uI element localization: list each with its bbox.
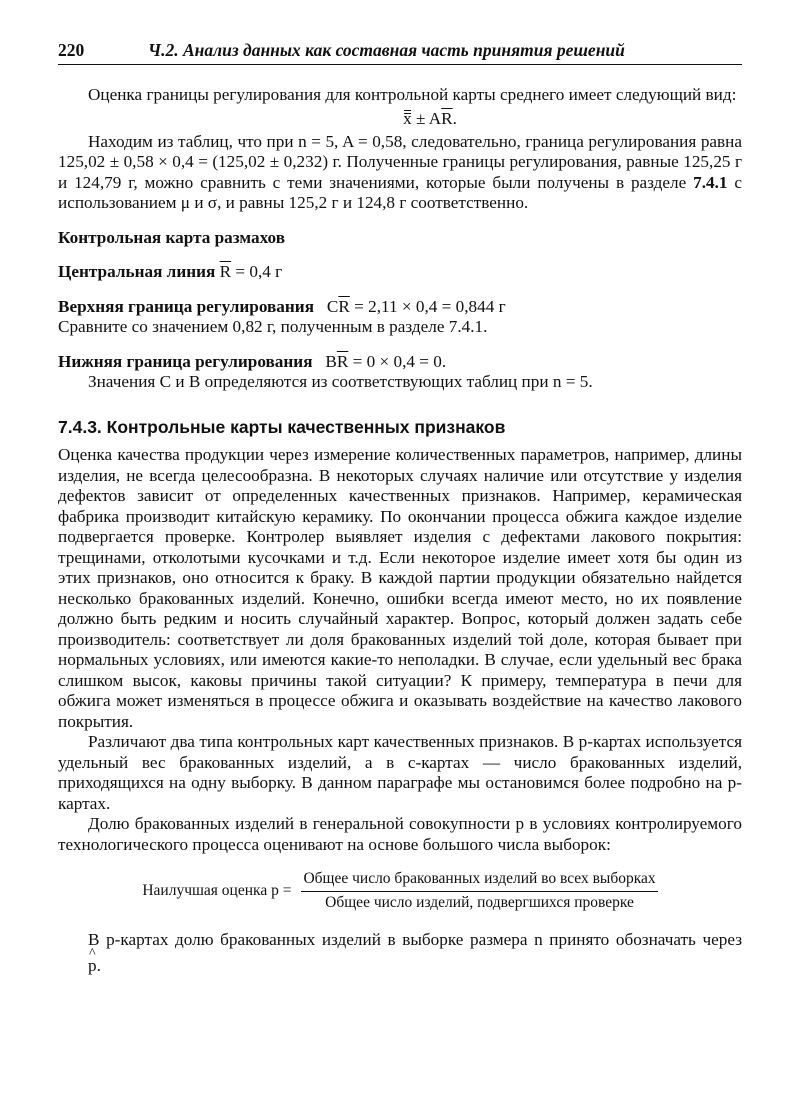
formula-numerator: Общее число бракованных изделий во всех выборках <box>301 869 657 892</box>
book-page <box>58 40 742 979</box>
section-heading: 7.4.3. Контрольные карты качественных признаков <box>58 416 506 437</box>
upper-limit-note: Сравните со значением 0,82 г, полученным в разделе 7.4.1. <box>58 317 488 336</box>
formula-end: . <box>452 109 457 128</box>
section-reference: 7.4.1 <box>693 172 728 192</box>
upper-limit-row <box>58 297 742 318</box>
p-hat-paragraph <box>58 927 742 979</box>
p-hat-symbol: ^ p <box>58 953 97 979</box>
lower-b-symbol: B <box>325 351 337 371</box>
upper-r-symbol: $\overline{R}$ <box>338 296 350 316</box>
attribute-charts-paragraph: Оценка качества продукции через измерение количественных параметров, например, длины изделия, не всегда целесообразна. В некоторых случаях наличие или отсутствие у изделия дефектов зависит от определенных качественных признаков. Например, керамическая фабрика производит китайскую керамику. По окончании процесса обжига каждое изделие подвергается проверке. Контролер выявляет изделия с дефектами лакового покрытия: трещинами, отколотыми кусочками и т.д. Если некоторое изделие имеет хотя бы один из этих признаков, оно относится к браку. В каждой партии продукции обязательно найдется несколько бракованных изделий. Конечно, ошибки всегда имеют место, но их появление должно быть редким и носить случайный характер. Вопрос, который должен задать себе производитель: соответствует ли доля бракованных изделий той доле, которая бывает при нормальных условиях, или имеются какие-то неполадки. В случае, если удельный вес брака слишком высок, каковы причины такой ситуации? К примеру, температура в печи для обжига может изменяться в процессе обжига и оказывать воздействие на качество лакового покрытия. <box>58 445 742 731</box>
upper-limit-value: = 2,11 × 0,4 = 0,844 г <box>349 296 506 316</box>
formula-fraction <box>301 869 657 913</box>
control-limit-formula <box>118 109 742 130</box>
best-estimate-label: Наилучшая оценка p = <box>142 881 292 899</box>
running-header <box>58 40 742 65</box>
lower-limit-row <box>58 352 742 373</box>
chart-types-paragraph: Различают два типа контрольных карт качественных признаков. В p-картах используется удельный вес бракованных изделий, а в c-картах — число бракованных изделий, приходящихся на одну выборку. В данном параграфе мы остановимся более подробно на p-картах. <box>58 732 742 813</box>
limits-text: Находим из таблиц, что при n = 5, A = 0,58, следовательно, граница регулирования равна 125,02 ± 0,58 × 0,4 = (125,02 ± 0,232) г. Полученные границы регулирования, равные 125,25 г и 124,79 г, можно сравнить с теми значениями, которые были получены в разделе <box>58 131 742 192</box>
range-chart-title: Контрольная карта размахов <box>58 227 286 247</box>
chapter-title: Ч.2. Анализ данных как составная часть принятия решений <box>148 40 625 60</box>
lower-limit-value: = 0 × 0,4 = 0. <box>348 351 447 371</box>
limits-paragraph <box>58 132 742 214</box>
lower-limit-label: Нижняя граница регулирования <box>58 351 313 371</box>
formula-denominator: Общее число изделий, подвергшихся проверке <box>325 893 634 911</box>
p-hat-text: В p-картах долю бракованных изделий в выборке размера n принято обозначать через <box>88 930 742 949</box>
mean-range-symbol: $\overline{R}$ <box>441 109 453 128</box>
page-number: 220 <box>58 40 85 60</box>
center-line-value: = 0,4 г <box>231 262 283 281</box>
grand-mean-symbol: x <box>403 109 412 128</box>
population-proportion-paragraph: Долю бракованных изделий в генеральной совокупности p в условиях контролируемого технологического процесса оценивают на основе большого числа выборок: <box>58 814 742 854</box>
center-line-row <box>58 262 742 283</box>
best-estimate-formula <box>58 869 742 913</box>
center-line-label: Центральная линия <box>58 262 216 281</box>
limits-text-end: с использованием μ и σ, и равны 125,2 г и 124,8 г соответственно. <box>58 172 742 212</box>
intro-paragraph: Оценка границы регулирования для контрольной карты среднего имеет следующий вид: <box>88 84 737 104</box>
formula-plus-minus: ± A <box>411 109 442 128</box>
lower-limit-note: Значения C и B определяются из соответствующих таблиц при n = 5. <box>88 372 593 391</box>
lower-r-symbol: $\overline{R}$ <box>336 351 349 371</box>
upper-c-symbol: C <box>326 296 339 316</box>
p-hat-end: . <box>96 956 101 975</box>
center-r-symbol: $\overline{R}$ <box>219 262 232 281</box>
upper-limit-label: Верхняя граница регулирования <box>58 296 315 316</box>
